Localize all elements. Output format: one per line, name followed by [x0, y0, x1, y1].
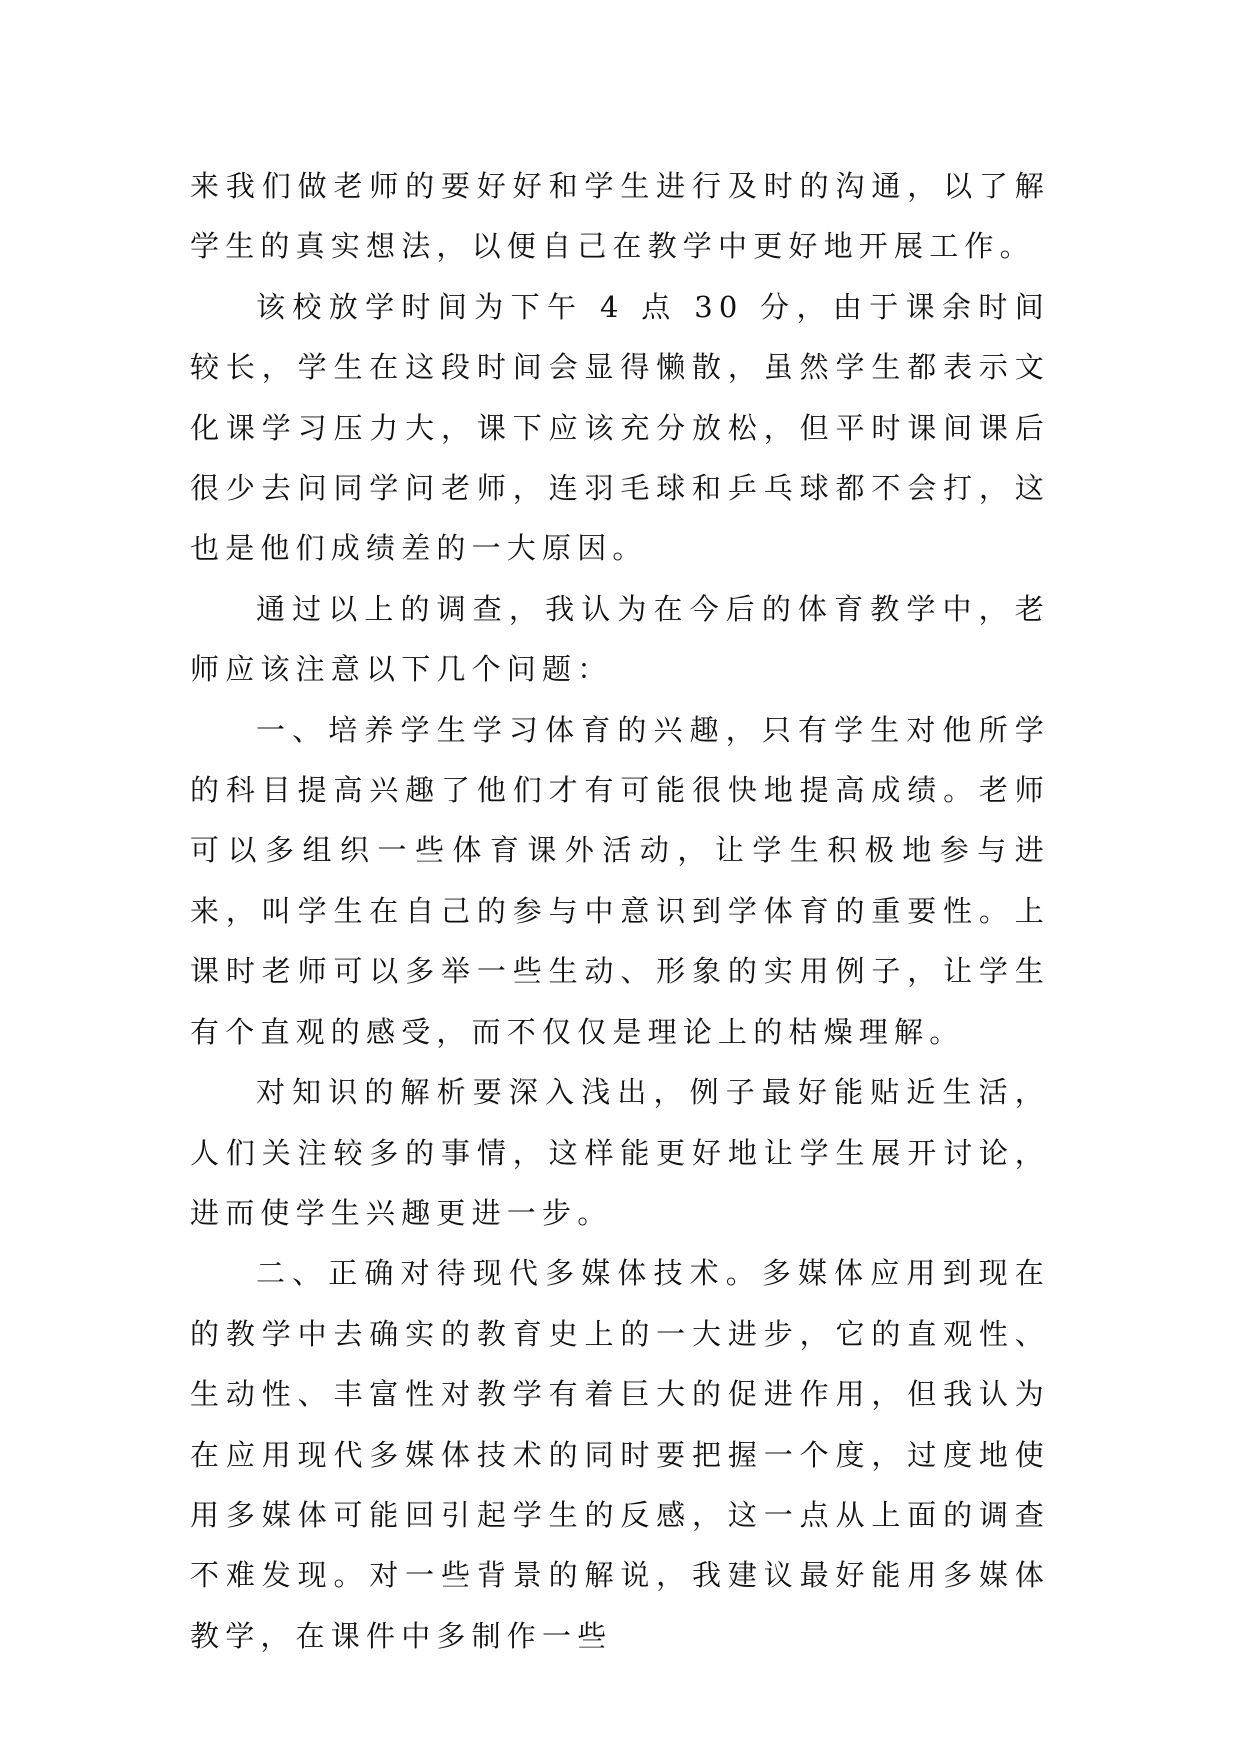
paragraph-3: 通过以上的调查，我认为在今后的体育教学中，老师应该注意以下几个问题： [190, 591, 1050, 687]
body-text [190, 156, 1050, 1666]
paragraph-6: 二、正确对待现代多媒体技术。多媒体应用到现在的教学中去确实的教育史上的一大进步，它的直观性、生动性、丰富性对教学有着巨大的促进作用，但我认为在应用现代多媒体技术的同时要把握一个度，过度地使用多媒体可能回引起学生的反感，这一点从上面的调查不难发现。对一些背景的解说，我建议最好能用多媒体教学，在课件中多制作一些 [190, 1256, 1050, 1653]
paragraph-4: 一、培养学生学习体育的兴趣，只有学生对他所学的科目提高兴趣了他们才有可能很快地提高成绩。老师可以多组织一些体育课外活动，让学生积极地参与进来，叫学生在自己的参与中意识到学体育的重要性。上课时老师可以多举一些生动、形象的实用例子，让学生有个直观的感受，而不仅仅是理论上的枯燥理解。 [190, 712, 1050, 1049]
paragraph-2: 该校放学时间为下午 4 点 30 分，由于课余时间较长，学生在这段时间会显得懒散，虽然学生都表示文化课学习压力大，课下应该充分放松，但平时课间课后很少去问同学问老师，连羽毛球和乒乓球都不会打，这也是他们成绩差的一大原因。 [190, 289, 1050, 566]
paragraph-5: 对知识的解析要深入浅出，例子最好能贴近生活，人们关注较多的事情，这样能更好地让学生展开讨论，进而使学生兴趣更进一步。 [190, 1075, 1050, 1230]
paragraph-1: 来我们做老师的要好好和学生进行及时的沟通，以了解学生的真实想法，以便自己在教学中更好地开展工作。 [190, 169, 1050, 264]
